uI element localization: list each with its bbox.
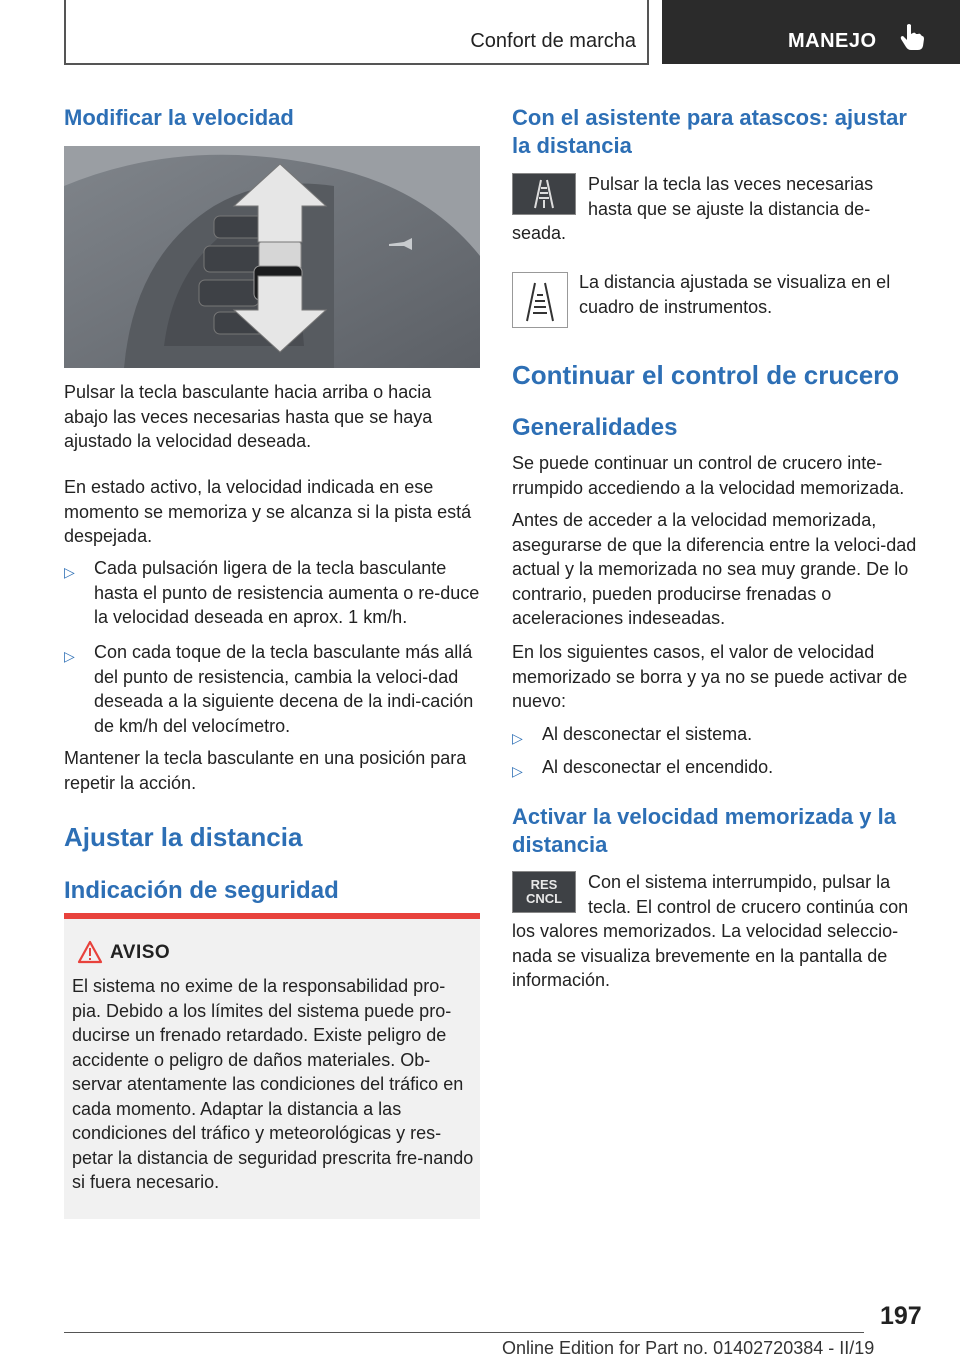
paragraph-pulsar-tecla: Pulsar la tecla basculante hacia arriba o hacia abajo las veces necesarias hasta que se haya ajustado la velocidad deseada. (64, 382, 433, 451)
bullet-triangle-icon: ▷ (512, 763, 523, 779)
warning-triangle-icon (77, 940, 103, 969)
res-cncl-key-icon: RES CNCL (512, 871, 576, 913)
warning-title: AVISO (110, 942, 171, 963)
paragraph-mantener-tecla: Mantener la tecla basculante en una posición para repetir la acción. (64, 748, 467, 793)
distance-display-icon (512, 272, 568, 328)
paragraph-continuar-crucero: Se puede continuar un control de crucero inte‐rrumpido accediendo a la velocidad memorizada. (512, 453, 905, 498)
chapter-tab-label: MANEJO (788, 30, 877, 52)
traffic-jam-assistant-key-icon (512, 173, 576, 215)
hand-pointer-icon (898, 22, 926, 57)
paragraph-con-sistema-interrumpido: Con el sistema interrumpido, pulsar la tecla. El control de crucero continúa con (588, 872, 909, 917)
bullet-triangle-icon: ▷ (64, 648, 75, 664)
heading-continuar-control-crucero: Continuar el control de crucero (512, 360, 900, 390)
page-number: 197 (880, 1302, 922, 1330)
bullet-triangle-icon: ▷ (512, 730, 523, 746)
list-item: ▷ Al desconectar el sistema. (512, 722, 928, 747)
header-chapter-tab[interactable] (662, 0, 960, 64)
heading-ajustar-distancia: Ajustar la distancia (64, 822, 303, 852)
header-section-title: Confort de marcha (470, 30, 636, 52)
header-left-rule (64, 0, 66, 64)
steering-wheel-photo (64, 146, 480, 368)
heading-modificar-velocidad: Modificar la velocidad (64, 105, 294, 130)
list-item: ▷ Cada pulsación ligera de la tecla basculante hasta el punto de resistencia aumenta o re‐duce la velocidad deseada en aprox. 1 km/h. (64, 558, 480, 627)
bullet-triangle-icon: ▷ (64, 564, 75, 580)
header-rule (64, 63, 649, 65)
footer-edition: Online Edition for Part no. 01402720384 - II/19 (502, 1338, 875, 1358)
heading-activar-velocidad-memorizada: Activar la velocidad memorizada y la distancia (512, 804, 896, 857)
paragraph-pulsar-tecla-distancia-cont: seada. (512, 223, 567, 243)
warning-text: El sistema no exime de la responsabilidad pro‐pia. Debido a los límites del sistema puede pro‐ducirse un frenado retardado. Existe peligro de accidente o peligro de daños materiales. Ob‐servar atentamente las condiciones del tráfico en cada momento. Adaptar la distancia a las condiciones del tráfico y meteorológicas y res‐petar la distancia de seguridad prescrita fre‐nando si fuera necesario. (72, 976, 474, 1192)
list-item: ▷ Con cada toque de la tecla basculante más allá del punto de resistencia, cambia la veloci‐dad deseada a la siguiente decena de la indi‐cación de km/h del velocímetro. (64, 642, 474, 736)
paragraph-antes-de-acceder: Antes de acceder a la velocidad memorizada, asegurarse de que la diferencia entre la veloci‐dad actual y la memorizada no sea muy grande. De lo contrario, pueden producirse frenadas o aceleraciones indeseadas. (512, 510, 917, 628)
heading-generalidades: Generalidades (512, 414, 678, 441)
paragraph-siguientes-casos: En los siguientes casos, el valor de velocidad memorizado se borra y ya no se puede activar de nuevo: (512, 642, 908, 711)
paragraph-distancia-visualiza: La distancia ajustada se visualiza en el cuadro de instrumentos. (579, 272, 891, 317)
footer-rule (64, 1332, 864, 1333)
heading-asistente-atascos: Con el asistente para atascos: ajustar la distancia (512, 105, 907, 158)
header-divider (647, 0, 649, 64)
paragraph-estado-activo: En estado activo, la velocidad indicada en ese momento se memoriza y se alcanza si la pista está despejada. (64, 477, 472, 546)
list-item: ▷ Al desconectar el encendido. (512, 755, 928, 780)
paragraph-pulsar-tecla-distancia: Pulsar la tecla las veces necesarias hasta que se ajuste la distancia de‐ (588, 174, 874, 219)
heading-indicacion-seguridad: Indicación de seguridad (64, 877, 339, 904)
paragraph-valores-memorizados: los valores memorizados. La velocidad seleccio‐nada se visualiza brevemente en la pantalla de información. (512, 921, 899, 990)
